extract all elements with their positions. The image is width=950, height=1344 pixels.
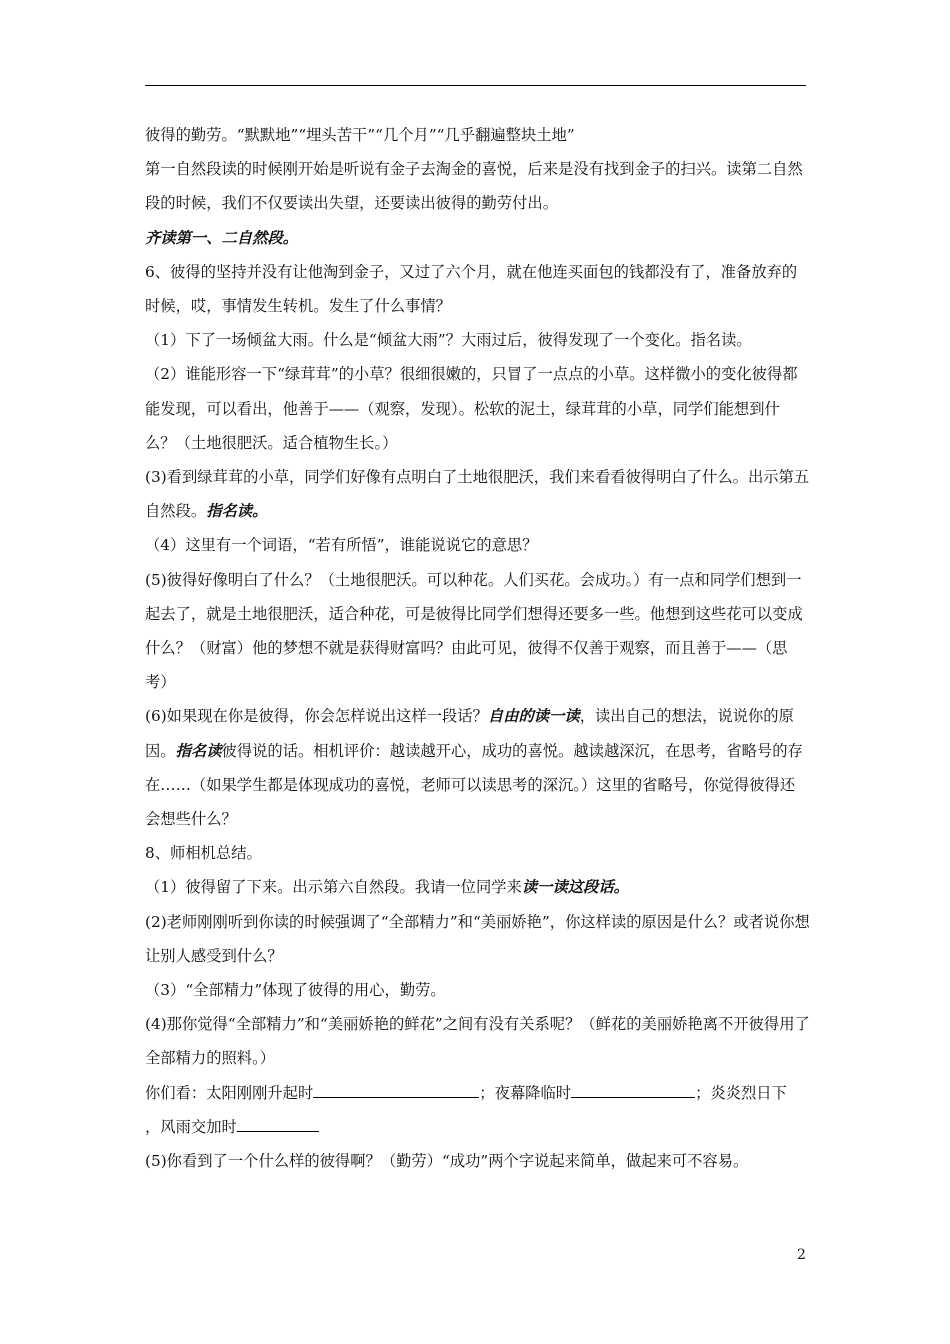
paragraph-15: (4)那你觉得“全部精力”和“美丽娇艳的鲜花”之间有没有关系呢？（鲜花的美丽娇艳离不开彼得用了全部精力的照料。） (145, 1015, 810, 1068)
page-number: 2 (797, 1247, 806, 1263)
emphasis-text: 自由的读一读 (487, 707, 580, 726)
paragraph-17: (5)你看到了一个什么样的彼得啊？（勤劳）“成功”两个字说起来简单，做起来可不容易。 (145, 1152, 749, 1171)
paragraph-6: （2）谁能形容一下“绿茸茸”的小草？很细很嫩的，只冒了一点点的小草。这样微小的变化彼得都能发现，可以看出，他善于——（观察，发现）。松软的泥土，绿茸茸的小草，同学们能想到什么？（土地很肥沃。适合植物生长。） (145, 365, 798, 452)
paragraph-5: （1）下了一场倾盆大雨。什么是“倾盆大雨”？大雨过后，彼得发现了一个变化。指名读。 (145, 331, 752, 350)
emphasis-text: 指名读。 (206, 502, 268, 521)
fill-blank-1[interactable] (313, 1081, 479, 1098)
paragraph-7: (3)看到绿茸茸的小草，同学们好像有点明白了土地很肥沃，我们来看看彼得明白了什么。出示第五自然段。指名读。 (145, 468, 810, 521)
paragraph-10: (6)如果现在你是彼得，你会怎样说出这样一段话？自由的读一读，读出自己的想法，说说你的原因。指名读彼得说的话。相机评价：越读越开心，成功的喜悦。越读越深沉，在思考，省略号的存在……（如果学生都是体现成功的喜悦，老师可以读思考的深沉。）这里的省略号，你觉得彼得还会想些什么？ (145, 707, 803, 829)
paragraph-14: （3）“全部精力”体现了彼得的用心，勤劳。 (145, 981, 446, 1000)
header-rule (145, 85, 806, 86)
emphasis-text: 齐读第一、二自然段。 (145, 228, 298, 247)
fill-blank-2[interactable] (571, 1081, 695, 1098)
emphasis-text: 指名读 (175, 741, 222, 760)
paragraph-3 (145, 221, 810, 255)
fill-blank-3[interactable] (237, 1115, 319, 1132)
paragraph-11: 8、师相机总结。 (145, 844, 262, 863)
paragraph-13: (2)老师刚刚听到你读的时候强调了“全部精力”和“美丽娇艳”，你这样读的原因是什么？或者说你想让别人感受到什么？ (145, 912, 810, 965)
paragraph-9: (5)彼得好像明白了什么？（土地很肥沃。可以种花。人们买花。会成功。）有一点和同学们想到一起去了，就是土地很肥沃，适合种花，可是彼得比同学们想得还要多一些。他想到这些花可以变成什么？（财富）他的梦想不就是获得财富吗？由此可见，彼得不仅善于观察，而且善于——（思考） (145, 570, 803, 692)
paragraph-2: 第一自然段读的时候刚开始是听说有金子去淘金的喜悦，后来是没有找到金子的扫兴。读第二自然段的时候，我们不仅要读出失望，还要读出彼得的勤劳付出。 (145, 160, 803, 213)
paragraph-16-fill-in: 你们看：太阳刚刚升起时 ；夜幕降临时 ；炎炎烈日下 ，风雨交加时 (145, 1076, 810, 1144)
emphasis-text: 读一读这段话。 (521, 878, 629, 897)
paragraph-1: 彼得的勤劳。“默默地”“埋头苦干”“几个月”“几乎翻遍整块土地” (145, 126, 575, 144)
paragraph-12: （1）彼得留了下来。出示第六自然段。我请一位同学来读一读这段话。 (145, 878, 629, 897)
document-body (145, 118, 810, 1178)
paragraph-8: （4）这里有一个词语，“若有所悟”，谁能说说它的意思？ (145, 536, 538, 555)
paragraph-4: 6、彼得的坚持并没有让他淘到金子，又过了六个月，就在他连买面包的钱都没有了，准备放弃的时候，哎，事情发生转机。发生了什么事情？ (145, 262, 798, 316)
